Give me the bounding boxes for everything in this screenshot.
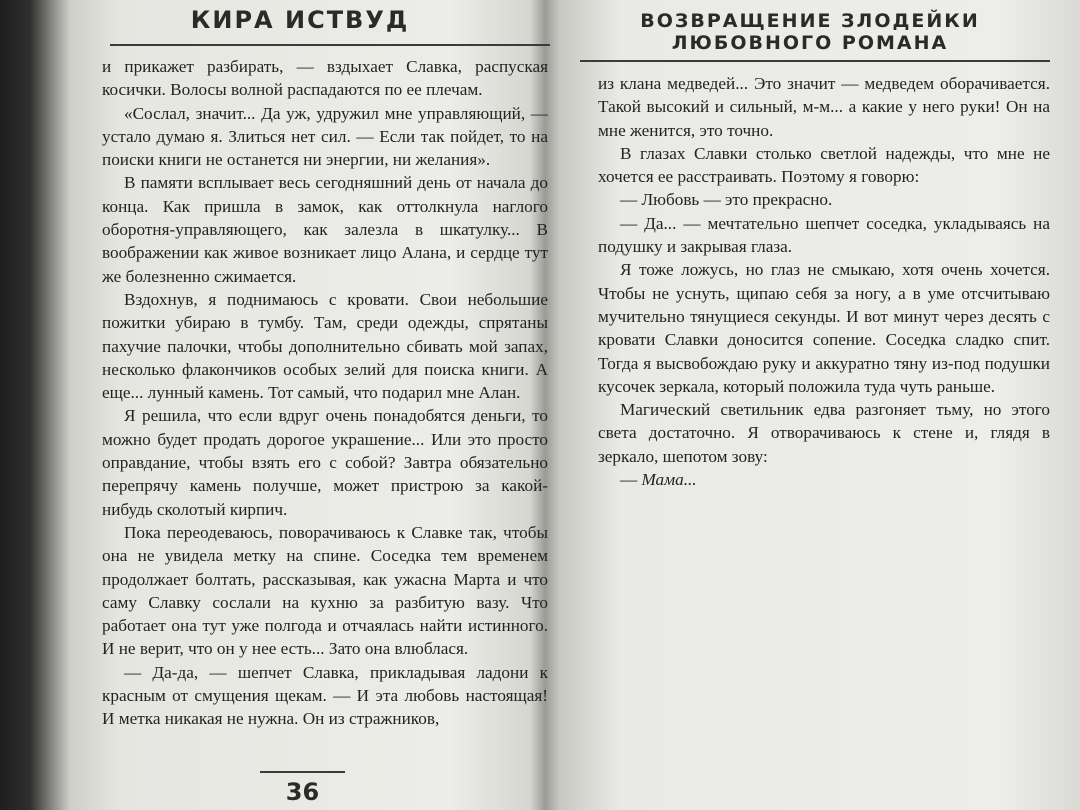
paragraph: Магический светильник едва разгоняет тьму, но этого света достаточно. Я отворачиваюсь к стене и, глядя в зеркало, шепотом зову: (598, 400, 1050, 466)
italic-word: Мама... (641, 470, 697, 490)
running-head-line-2: ЛЮБОВНОГО РОМАНА (671, 32, 949, 54)
folio-rule (260, 771, 345, 773)
paragraph: Я решила, что если вдруг очень понадобятся деньги, то можно будет продать дорогое украшение... Или это просто оправдание, чтобы взять его с собой? Завтра обязательно перепрячу камень получше, может пристрою за какой-нибудь сколотый кирпич. (102, 406, 548, 519)
header-rule (110, 44, 550, 46)
page-number: 36 (285, 778, 320, 806)
paragraph: Я тоже ложусь, но глаз не смыкаю, хотя очень хочется. Чтобы не уснуть, щипаю себя за ногу, а в уме отсчитываю мучительно тянущиеся секунды. И вот минут через десять с кровати Славки доносится сопение. Соседка сладко спит. Тогда я высвобождаю руку и аккуратно тяну из-под подушки кусочек зеркала, который положила туда чуть раньше. (598, 260, 1050, 396)
paragraph: из клана медведей... Это значит — медведем оборачивается. Такой высокий и сильный, м-м... а какие у него руки! Он на мне женится, это точно. (598, 74, 1050, 140)
paragraph: и прикажет разбирать, — вздыхает Славка, распуская косички. Волосы волной распадаются по ее плечам. (102, 57, 548, 100)
dash: — (620, 470, 638, 490)
right-page (560, 0, 1080, 810)
left-page (70, 0, 548, 810)
paragraph: Пока переодеваюсь, поворачиваюсь к Славке так, чтобы она не увидела метку на спине. Соседка тем временем продолжает болтать, рассказывая, как ужасна Марта и что саму Славку сослали на кухню за разбитую вазу. Что работает она тут уже полгода и отчаялась найти истинного. И не верит, что он у нее есть... Зато она влюблася. (102, 522, 548, 659)
paragraph-final (598, 468, 1050, 491)
header-rule (580, 60, 1050, 62)
left-running-head: КИРА ИСТВУД (190, 6, 410, 34)
paragraph: «Сослал, значит... Да уж, удружил мне управляющий, — устало думаю я. Злиться нет сил. — Если так пойдет, то на поиски книги не останется ни энергии, ни желания». (102, 103, 548, 170)
left-page-text (102, 55, 548, 731)
paragraph: В памяти всплывает весь сегодняшний день от начала до конца. Как пришла в замок, как оттолкнула наглого оборотня-управляющего, как залезла в шкатулку... В воображении как живое возникает лицо Алана, и сердце тут же болезненно сжимается. (102, 173, 548, 286)
paragraph: В глазах Славки столько светлой надежды, что мне не хочется ее расстраивать. Поэтому я говорю: (598, 143, 1050, 187)
paragraph: Вздохнув, я поднимаюсь с кровати. Свои небольшие пожитки убираю в тумбу. Там, среди одежды, спрятаны пахучие палочки, чтобы дополнительно сбивать мой запах, несколько флакончиков особых зелий для поиска книги. А еще... лунный камень. Тот самый, что подарил мне Алан. (102, 289, 548, 403)
running-head-line-1: ВОЗВРАЩЕНИЕ ЗЛОДЕЙКИ (640, 10, 980, 32)
right-page-text (598, 72, 1050, 491)
paragraph: — Любовь — это прекрасно. (620, 190, 833, 210)
right-running-head (620, 10, 1000, 54)
paragraph: — Да... — мечтательно шепчет соседка, укладываясь на подушку и закрывая глаза. (598, 213, 1050, 257)
paragraph: — Да-да, — шепчет Славка, прикладывая ладони к красным от смущения щекам. — И эта любовь настоящая! И метка никакая не нужна. Он из стражников, (102, 662, 548, 729)
